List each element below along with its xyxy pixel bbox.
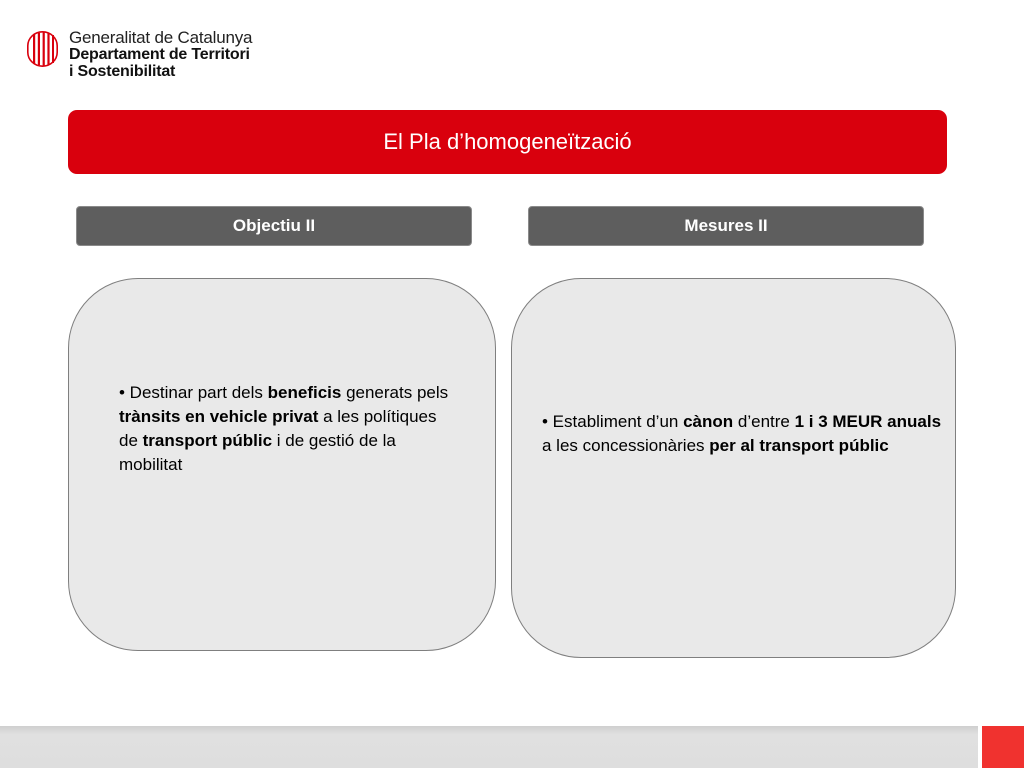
text-run: i de gestió de la mobilitat (119, 431, 396, 474)
text-run: • Establiment d’un (542, 412, 684, 431)
org-name-line3: i Sostenibilitat (69, 63, 176, 80)
text-run: generats pels (341, 383, 449, 402)
text-run-bold: per al transport públic (709, 436, 889, 455)
objective-header (76, 206, 472, 246)
text-run: a les polítiques de (119, 407, 437, 450)
objective-text (119, 381, 449, 477)
slide-title: El Pla d’homogeneïtzació (383, 129, 632, 154)
title-banner (68, 110, 947, 174)
footer-bar (0, 726, 978, 768)
measures-text (542, 410, 952, 458)
text-run: a les concessionàries (542, 436, 710, 455)
measures-header-label: Mesures II (684, 216, 768, 235)
text-run-bold: beneficis (267, 383, 342, 402)
objective-header-label: Objectiu II (232, 216, 316, 235)
text-run-bold: cànon (683, 412, 734, 431)
organization-name (69, 29, 252, 80)
measures-box (511, 278, 956, 658)
text-run-bold: transport públic (142, 431, 273, 450)
text-run-bold: 1 i 3 MEUR anuals (794, 412, 942, 431)
text-run: d’entre (733, 412, 795, 431)
generalitat-logo (27, 29, 252, 80)
footer-accent-square (982, 726, 1024, 768)
objective-box (68, 278, 496, 651)
measures-header (528, 206, 924, 246)
text-run-bold: trànsits en vehicle privat (119, 407, 319, 426)
catalan-flag-stripes-icon (27, 31, 58, 67)
org-name-line2: Departament de Territori (69, 46, 250, 63)
text-run: • Destinar part dels (119, 383, 268, 402)
org-name-line1: Generalitat de Catalunya (69, 28, 253, 47)
